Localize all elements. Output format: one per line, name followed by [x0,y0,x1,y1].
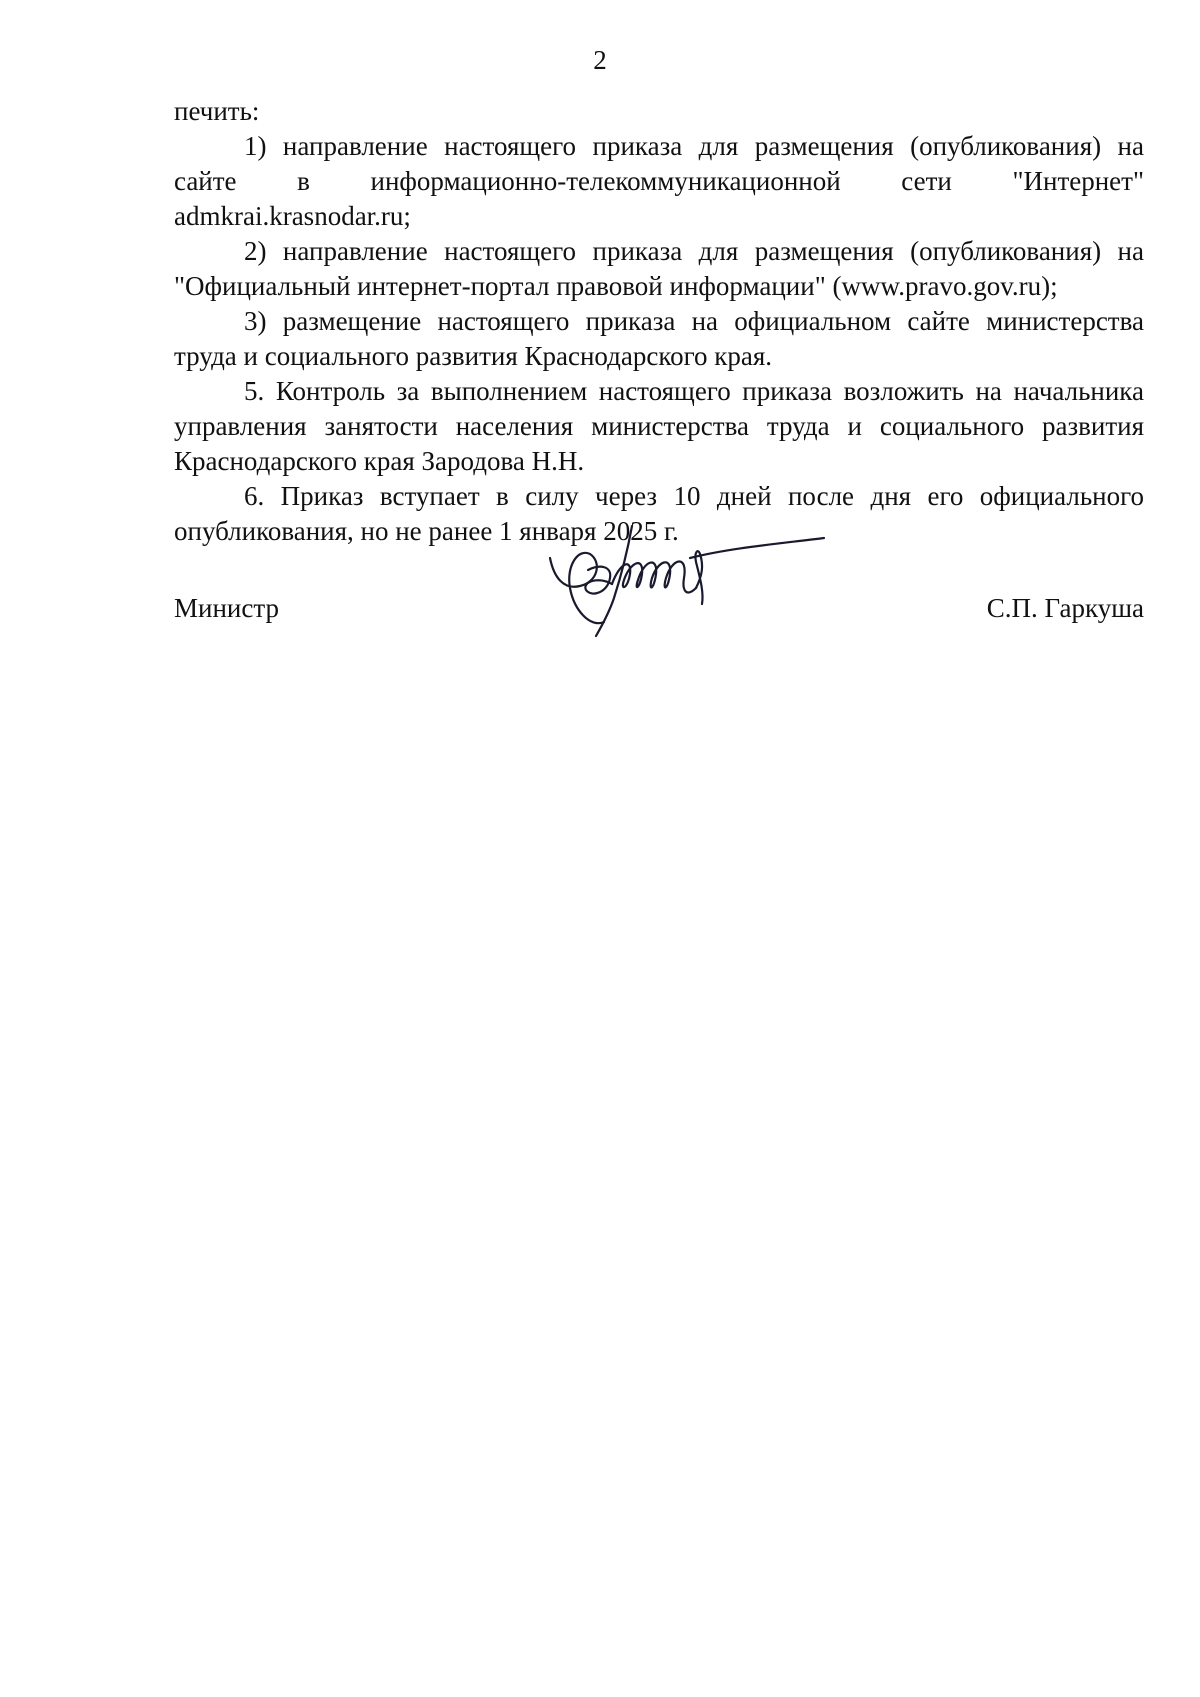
page-number: 2 [593,45,607,75]
paragraph-clause-6: 6. Приказ вступает в силу через 10 дней после дня его официального опубликования, но не ранее 1 января 2025 г. [174,481,1144,546]
paragraph-item-2: 2) направление настоящего приказа для размещения (опубликования) на "Официальный интернет-портал правовой информации" (www.pravo.gov.ru); [174,236,1144,301]
document-body [174,94,1144,549]
paragraph-item-1: 1) направление настоящего приказа для размещения (опубликования) на сайте в информационно-телекоммуникационной сети "Интернет" admkrai.krasnodar.ru; [174,131,1144,231]
paragraph-clause-5: 5. Контроль за выполнением настоящего приказа возложить на начальника управления занятости населения министерства труда и социального развития Краснодарского края Зародова Н.Н. [174,376,1144,476]
paragraph-item-3: 3) размещение настоящего приказа на официальном сайте министерства труда и социального развития Краснодарского края. [174,306,1144,371]
signatory-title: Министр [174,593,279,623]
handwritten-signature [540,518,840,643]
signatory-name: С.П. Гаркуша [986,593,1144,623]
paragraph-continuation: печить: [174,96,260,126]
